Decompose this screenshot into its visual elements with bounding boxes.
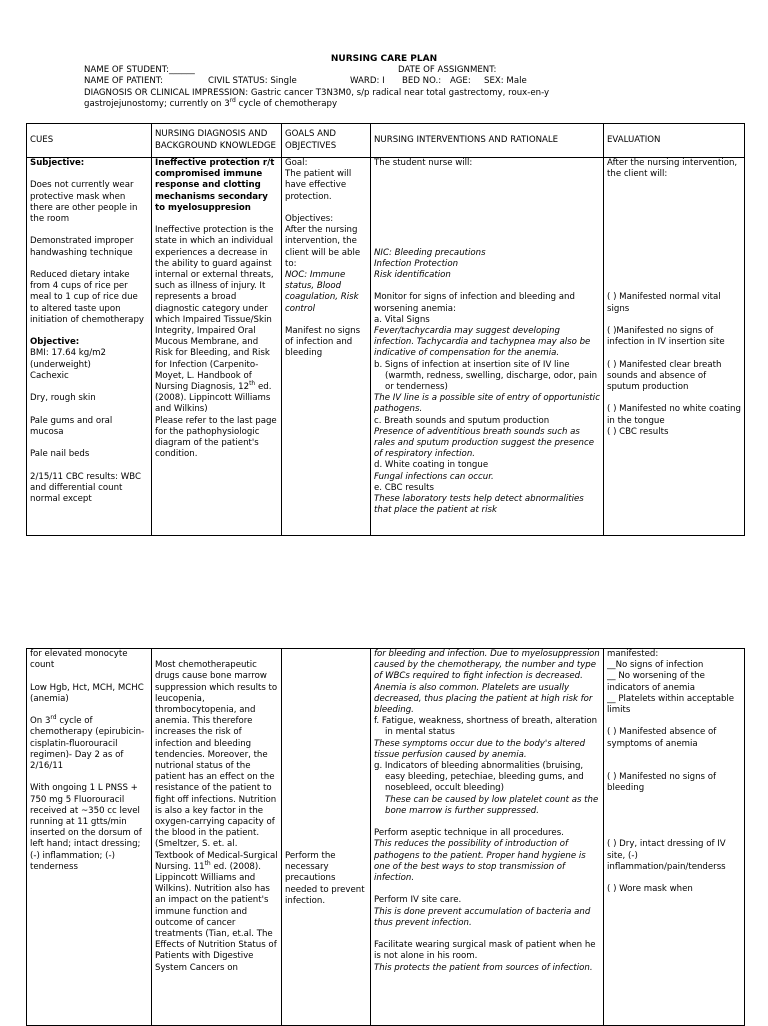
rationale-text: This reduces the possibility of introduction of pathogens to the patient. Proper hand hygiene is one of the best ways to stop transmission of infection. (374, 839, 586, 884)
evaluation-cell (604, 158, 745, 536)
intervention-text: Perform IV site care. (374, 895, 462, 906)
header-row-diagnosis (84, 88, 724, 99)
intervention-item: e. CBC results (374, 482, 435, 493)
cue-text: for elevated monocyte count (30, 649, 128, 671)
background-knowledge: Ineffective protection is the state in which an individual experiences a decrease in the ability to guard against internal or external threats, such as illness of injury. It represents a broad diagnostic category under which Impaired Tissue/Skin Integrity, Impaired Oral Mucous Membrane, and Risk for Bleeding, and Risk for Infection (Carpenito-Moyet, L. Handbook of Nursing Diagnosis, 12th ed. (2008). Lippincott Williams and Wilkins) (155, 225, 274, 415)
interventions-cell (371, 158, 604, 536)
goals-cell (282, 649, 371, 1026)
intervention-item: g. Indicators of bleeding abnormalities (bruising, easy bleeding, petechiae, bleeding gums, and nosebleed, occult bleeding) (374, 761, 584, 794)
nursing-diagnosis-statement: Ineffective protection r/t compromised immune response and clotting mechanisms secondary to myelosuppresion (155, 158, 275, 213)
col-header-evaluation: EVALUATION (604, 124, 745, 158)
header-row-student (84, 65, 724, 76)
intervention-text: Monitor for signs of infection and bleeding and worsening anemia: (374, 292, 575, 314)
cue-text: Demonstrated improper handwashing technique (30, 236, 134, 258)
evaluation-item: __ Platelets within acceptable limits (607, 693, 735, 716)
rationale-text: The IV line is a possible site of entry of opportunistic pathogens. (374, 393, 600, 415)
cue-text: Low Hgb, Hct, MCH, MCHC (anemia) (30, 682, 144, 704)
cues-cell (27, 649, 152, 1026)
cues-cell (27, 158, 152, 536)
goal-label: Goal: (285, 158, 308, 168)
rationale-text: Fever/tachycardia may suggest developing infection. Tachycardia and tachypnea may also be indicative of compensation for the anemia. (374, 325, 591, 359)
table-row (27, 649, 745, 1026)
civil-status-label: CIVIL STATUS: Single (208, 76, 297, 87)
cue-text: Dry, rough skin (30, 393, 96, 404)
evaluation-item: ( ) Wore mask when (607, 884, 693, 895)
clinical-impression-cont: gastrojejunostomy; currently on 3rd cycle of chemotherapy (84, 96, 338, 109)
rationale-text: Fungal infections can occur. (374, 471, 494, 482)
student-name-label: NAME OF STUDENT:______ (84, 65, 195, 76)
objective-item: Perform the necessary precautions needed to prevent infection. (285, 851, 365, 906)
intervention-text: Facilitate wearing surgical mask of patient when he is not alone in his room. (374, 940, 596, 962)
objectives-text: After the nursing intervention, the client will be able to: (285, 225, 361, 269)
intervention-item: c. Breath sounds and sputum production (374, 415, 550, 426)
table-row (27, 158, 745, 536)
subjective-label: Subjective: (30, 158, 85, 168)
ward-label: WARD: I (350, 76, 385, 87)
evaluation-cell (604, 649, 745, 1026)
cue-text: Reduced dietary intake from 4 cups of rice per meal to 1 cup of rice due to altered taste upon initiation of chemotherapy (30, 269, 144, 325)
care-plan-header (84, 54, 724, 110)
evaluation-item: __No signs of infection (607, 660, 704, 671)
nic-item: NIC: Bleeding precautions (374, 247, 486, 258)
cue-text: 2/15/11 CBC results: WBC and differential count normal except (30, 471, 141, 504)
header-row-diagnosis-cont (84, 96, 724, 110)
evaluation-intro: manifested: (607, 649, 659, 659)
cue-text: Pale nail beds (30, 449, 90, 460)
noc-text: NOC: Immune status, Blood coagulation, Risk control (285, 270, 359, 314)
bed-number-label: BED NO.: (402, 76, 442, 87)
col-header-interventions: NURSING INTERVENTIONS AND RATIONALE (371, 124, 604, 158)
interventions-intro: The student nurse will: (374, 158, 473, 168)
care-plan-table-page-1 (26, 123, 745, 536)
cue-text: (underweight) (30, 359, 91, 370)
col-header-cues: CUES (27, 124, 152, 158)
intervention-item: d. White coating in tongue (374, 460, 489, 471)
goal-text: The patient will have effective protection. (285, 169, 352, 202)
objective-label: Objective: (30, 337, 80, 348)
clinical-impression: DIAGNOSIS OR CLINICAL IMPRESSION: Gastric cancer T3N3M0, s/p radical near total gastrectomy, roux-en-y (84, 87, 550, 98)
table-header-row (27, 124, 745, 158)
rationale-text: These laboratory tests help detect abnormalities that place the patient at risk (374, 493, 584, 516)
cue-text: BMI: 17.64 kg/m2 (30, 348, 106, 359)
patient-name-label: NAME OF PATIENT: (84, 76, 164, 87)
intervention-text: Perform aseptic technique in all procedures. (374, 828, 564, 839)
evaluation-item: ( ) CBC results (607, 426, 669, 437)
cue-text: Does not currently wear protective mask when there are other people in the room (30, 180, 138, 224)
evaluation-item: __ No worsening of the indicators of anemia (607, 671, 705, 693)
objectives-label: Objectives: (285, 214, 334, 224)
diagnosis-cell (152, 649, 282, 1026)
rationale-text: These can be caused by low platelet count as the bone marrow is further suppressed. (385, 794, 599, 816)
rationale-text: These symptoms occur due to the body's altered tissue perfusion caused by anemia. (374, 738, 586, 760)
goals-cell (282, 158, 371, 536)
intervention-item: b. Signs of infection at insertion site of IV line (warmth, redness, swelling, discharge, odor, pain or tenderness) (374, 359, 598, 392)
header-row-patient (84, 76, 724, 87)
sex-label: SEX: Male (484, 76, 527, 87)
col-header-goals: GOALS AND OBJECTIVES (282, 124, 371, 158)
evaluation-item: ( ) Manifested absence of symptoms of anemia (607, 727, 717, 749)
date-assignment-label: DATE OF ASSIGNMENT: (398, 65, 497, 76)
care-plan-table-page-2 (26, 648, 745, 1026)
col-header-diagnosis: NURSING DIAGNOSIS AND BACKGROUND KNOWLEDGE (152, 124, 282, 158)
background-note: Please refer to the last page for the pathophysiologic diagram of the patient's condition. (155, 415, 277, 460)
diagnosis-cell (152, 158, 282, 536)
objective-item: Manifest no signs of infection and bleeding (285, 326, 361, 359)
evaluation-item: ( ) Manifested normal vital signs (607, 292, 721, 314)
age-label: AGE: (450, 76, 471, 87)
cue-text: With ongoing 1 L PNSS + 750 mg 5 Fluorouracil received at ~350 cc level running at 11 gtts/min inserted on the dorsum of left hand; intact dressing; (-) inflammation; (-) tenderness (30, 783, 142, 872)
intervention-item: a. Vital Signs (374, 314, 430, 325)
document-title: NURSING CARE PLAN (330, 54, 438, 64)
background-knowledge: Most chemotherapeutic drugs cause bone marrow suppression which results to leucopenia, thrombocytopenia, and anemia. This therefore increases the risk of infection and bleeding tendencies. Moreover, the nutrional status of the patient has an effect on the resistance of the patient to fight off infections. Nutrition is also a key factor in the oxygen-carrying capacity of the blood in the patient. (Smeltzer, S. et. al. Textbook of Medical-Surgical Nursing. 11th ed. (2008). Lippincott Williams and Wilkins). Nutrition also has an impact on the patient's immune function and outcome of cancer treatments (Tian, et.al. The Effects of Nutrition Status of Patients with Digestive System Cancers on (155, 660, 278, 973)
rationale-text: Presence of adventitious breath sounds such as rales and sputum production suggest the presence of respiratory infection. (374, 426, 594, 460)
nic-item: Infection Protection (374, 258, 459, 269)
rationale-text: for bleeding and infection. Due to myelosuppression caused by the chemotherapy, the number and type of WBCs required to fight infection is decreased. Anemia is also common. Platelets are usually decreased, thus placing the patient at high risk for bleeding. (374, 649, 600, 716)
rationale-text: This is done prevent accumulation of bacteria and thus prevent infection. (374, 906, 591, 928)
evaluation-item: ( ) Manifested no white coating in the tongue (607, 404, 741, 426)
cue-text: On 3rd cycle of chemotherapy (epirubicin-cisplatin-fluorouracil regimen)- Day 2 as of 2/16/11 (30, 714, 145, 771)
cue-text: Pale gums and oral mucosa (30, 415, 113, 437)
interventions-cell (371, 649, 604, 1026)
intervention-item: f. Fatigue, weakness, shortness of breath, alteration in mental status (374, 716, 598, 738)
evaluation-item: ( )Manifested no signs of infection in IV insertion site (607, 326, 725, 348)
evaluation-intro: After the nursing intervention, the client will: (607, 158, 738, 180)
evaluation-item: ( ) Manifested clear breath sounds and absence of sputum production (607, 359, 722, 392)
nic-item: Risk identification (374, 269, 451, 280)
evaluation-item: ( ) Manifested no signs of bleeding (607, 772, 717, 794)
cue-text: Cachexic (30, 370, 69, 381)
evaluation-item: ( ) Dry, intact dressing of IV site, (-) inflammation/pain/tenderss (607, 839, 726, 872)
rationale-text: This protects the patient from sources of infection. (374, 962, 593, 973)
